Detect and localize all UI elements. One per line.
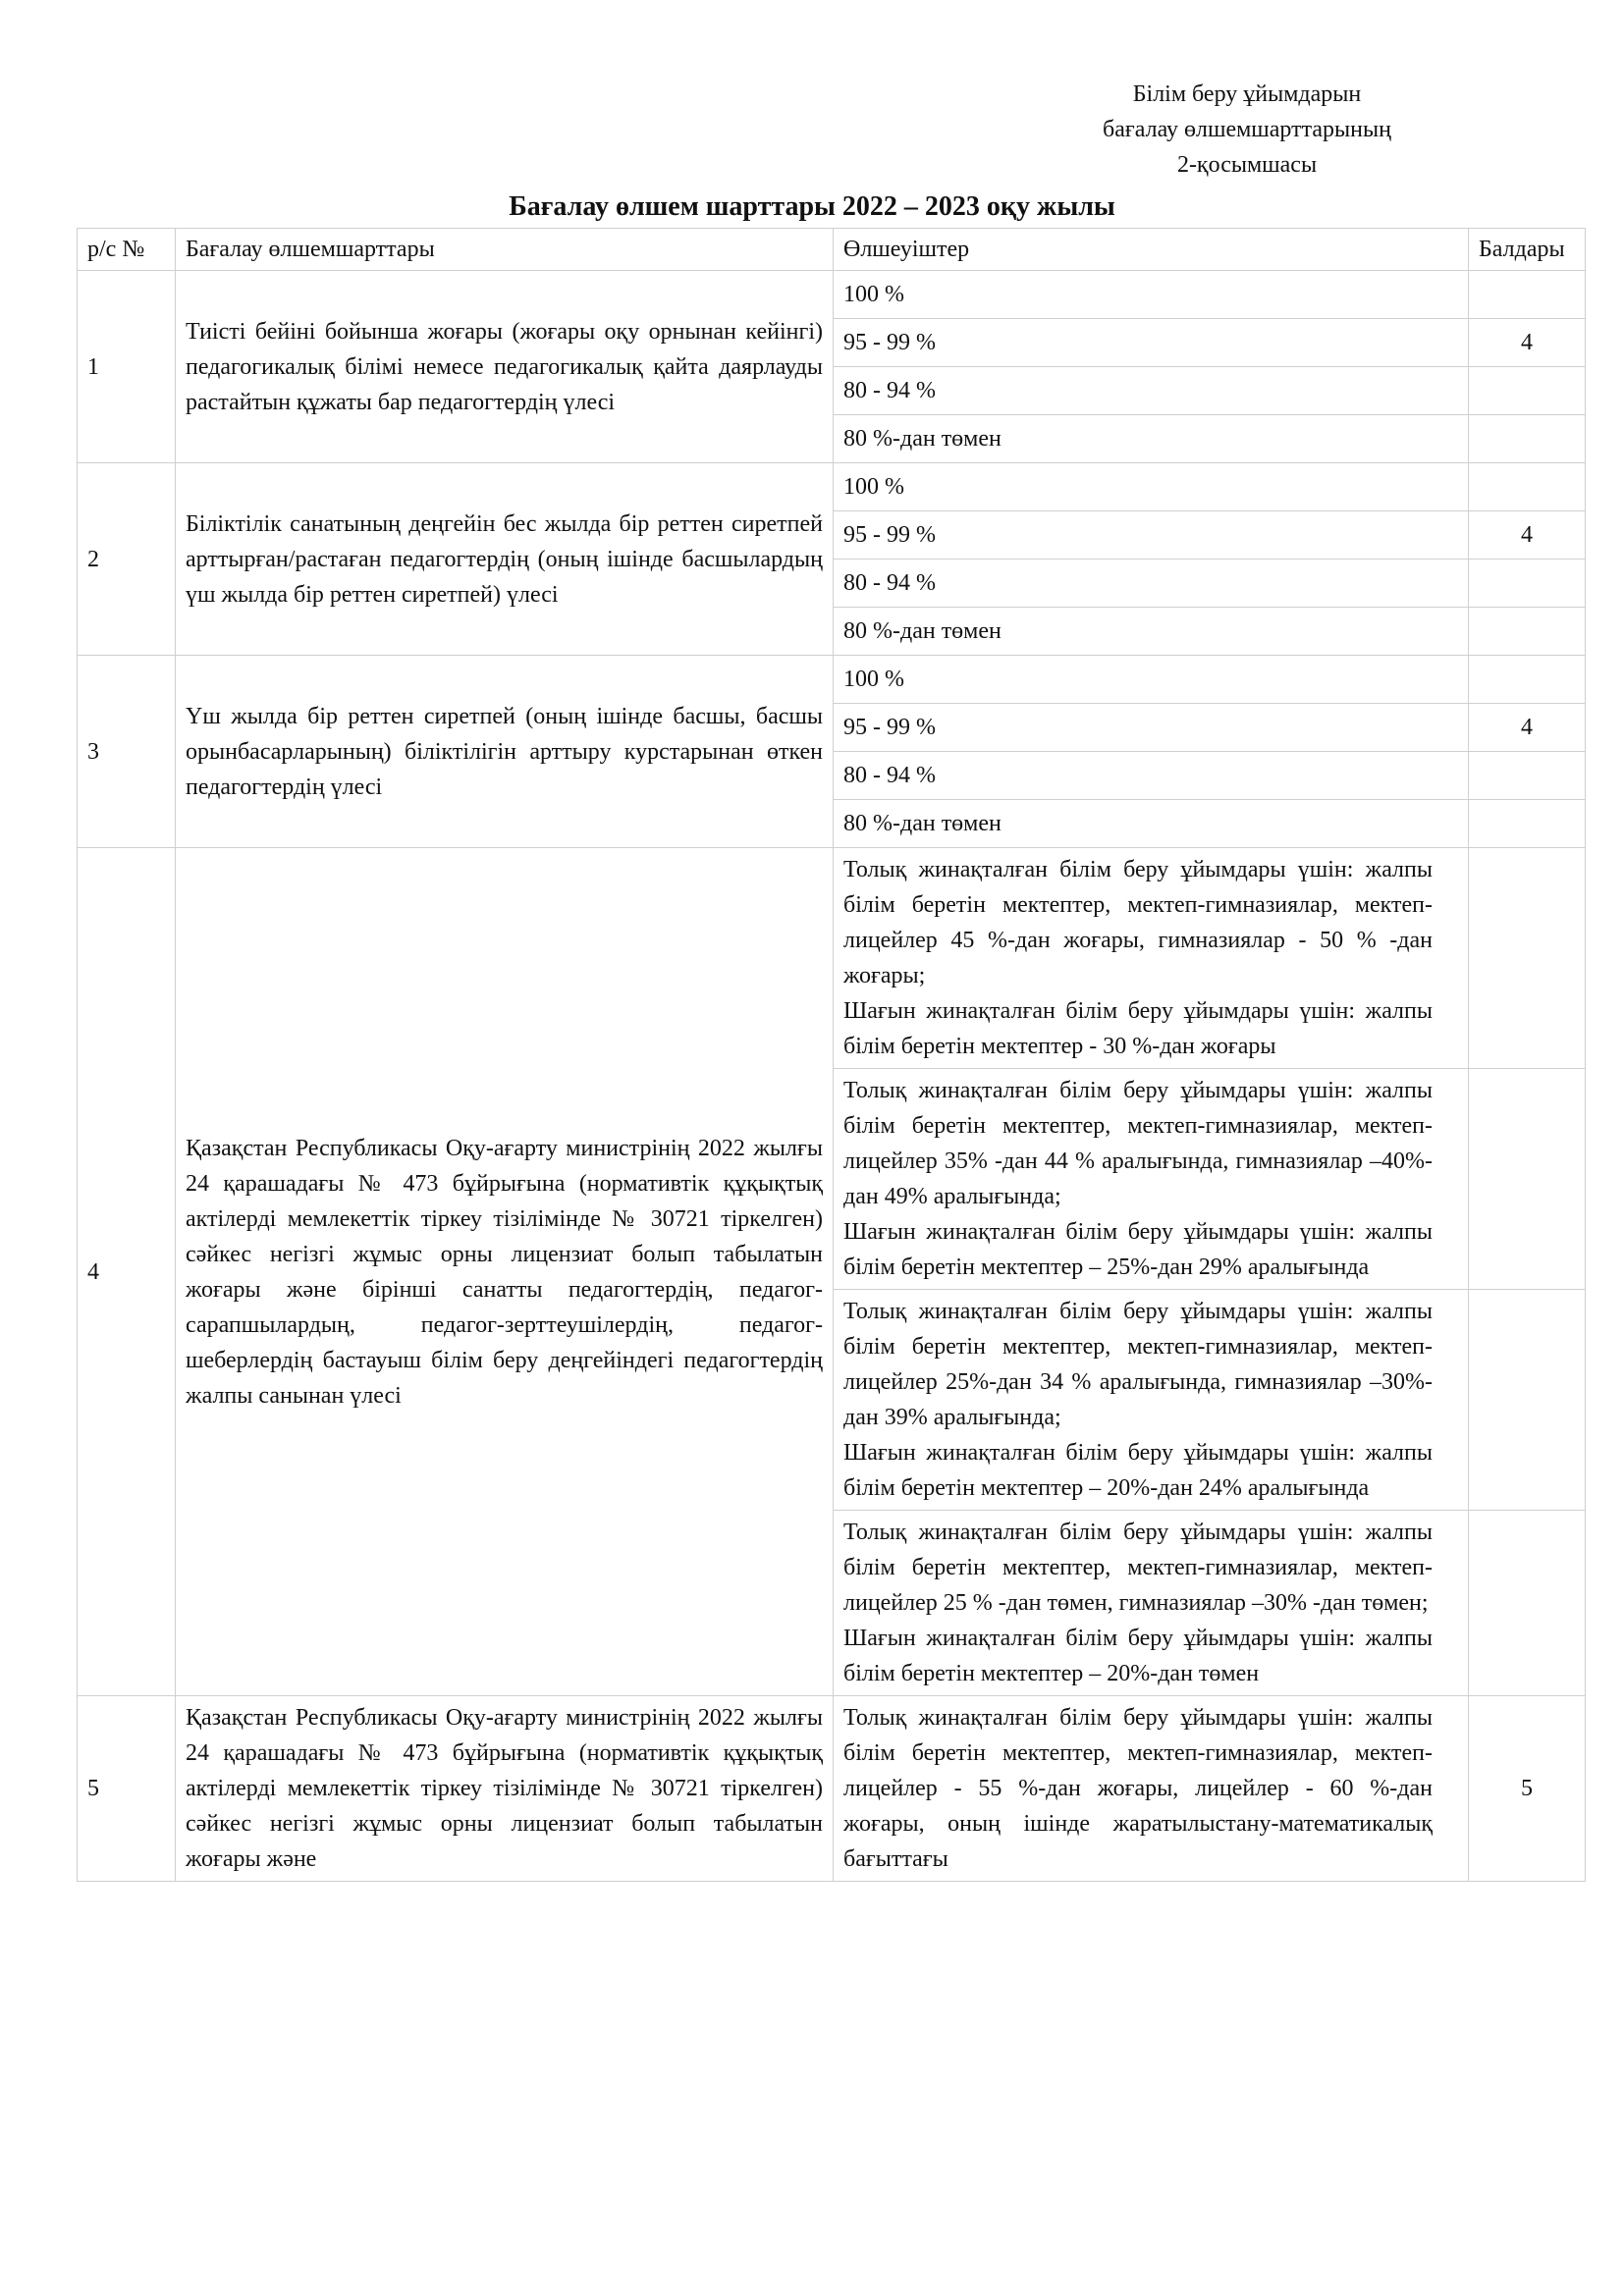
small-org-measure: Шағын жинақталған білім беру ұйымдары үшін: жалпы білім беретін мектептер – 20%-дан төмен <box>843 1626 1433 1686</box>
measure-cell <box>834 1511 1469 1696</box>
criterion-cell: Үш жылда бір реттен сиретпей (оның ішінде басшы, басшы орынбасарларының) біліктілігін арттыру курстарынан өткен педагогтердің үлесі <box>176 656 834 848</box>
header-num: р/с № <box>78 229 176 271</box>
appendix-note-line-3: 2-қосымшасы <box>1176 152 1318 178</box>
small-org-measure: Шағын жинақталған білім беру ұйымдары үшін: жалпы білім беретін мектептер – 20%-дан 24% аралығында <box>843 1440 1433 1501</box>
measure-cell: 95 - 99 % <box>834 704 1469 752</box>
small-org-measure: Шағын жинақталған білім беру ұйымдары үшін: жалпы білім беретін мектептер – 25%-дан 29% аралығында <box>843 1219 1433 1280</box>
measure-cell: 100 % <box>834 271 1469 319</box>
document-title: Бағалау өлшем шарттары 2022 – 2023 оқу жылы <box>509 191 1115 222</box>
header-measure: Өлшеуіштер <box>834 229 1469 271</box>
table-row <box>78 1696 1586 1882</box>
measure-cell: Толық жинақталған білім беру ұйымдары үшін: жалпы білім беретін мектептер, мектеп-гимназиялар, мектеп-лицейлер - 55 %-дан жоғары, лицейлер - 60 %-дан жоғары, оның ішінде жаратылыстану-математикалық бағыттағы <box>834 1696 1469 1882</box>
row-number: 4 <box>78 848 176 1696</box>
small-org-measure: Шағын жинақталған білім беру ұйымдары үшін: жалпы білім беретін мектептер - 30 %-дан жоғары <box>843 998 1433 1059</box>
criterion-cell: Қазақстан Республикасы Оқу-ағарту министрінің 2022 жылғы 24 қарашадағы № 473 бұйрығына (нормативтік құқықтық актілерді мемлекеттік тіркеу тізілімінде № 30721 тіркелген) сәйкес негізгі жұмыс орны лицензиат болып табылатын жоғары және <box>176 1696 834 1882</box>
row-number: 5 <box>78 1696 176 1882</box>
appendix-note-line-2: бағалау өлшемшарттарының <box>1103 117 1391 142</box>
measure-cell: 80 %-дан төмен <box>834 415 1469 463</box>
criteria-table <box>77 228 1586 1882</box>
measure-cell: 95 - 99 % <box>834 319 1469 367</box>
appendix-note-line-1: Білім беру ұйымдарын <box>1132 81 1362 107</box>
score-cell: 4 <box>1469 511 1586 560</box>
table-row <box>78 848 1586 1069</box>
measure-cell: 80 %-дан төмен <box>834 608 1469 656</box>
measure-cell: 100 % <box>834 463 1469 511</box>
score-cell <box>1469 415 1586 463</box>
score-cell <box>1469 848 1586 1069</box>
criterion-cell: Біліктілік санатының деңгейін бес жылда бір реттен сиретпей арттырған/растаған педагогтердің (оның ішінде басшылардың үш жылда бір реттен сиретпей) үлесі <box>176 463 834 656</box>
measure-cell: 95 - 99 % <box>834 511 1469 560</box>
row-number: 2 <box>78 463 176 656</box>
full-org-measure: Толық жинақталған білім беру ұйымдары үшін: жалпы білім беретін мектептер, мектеп-гимназиялар, мектеп-лицейлер 35% -дан 44 % аралығында, гимназиялар –40%- дан 49% аралығында; <box>843 1078 1433 1209</box>
score-cell <box>1469 560 1586 608</box>
table-row <box>78 463 1586 511</box>
score-cell <box>1469 752 1586 800</box>
score-cell: 4 <box>1469 319 1586 367</box>
criterion-cell: Тиісті бейіні бойынша жоғары (жоғары оқу орнынан кейінгі) педагогикалық білімі немесе педагогикалық қайта даярлауды растайтын құжаты бар педагогтердің үлесі <box>176 271 834 463</box>
score-cell <box>1469 367 1586 415</box>
table-header-row <box>78 229 1586 271</box>
score-cell: 4 <box>1469 704 1586 752</box>
score-cell <box>1469 1511 1586 1696</box>
measure-cell: 80 %-дан төмен <box>834 800 1469 848</box>
appendix-note <box>1021 77 1473 183</box>
score-cell <box>1469 800 1586 848</box>
header-criterion: Бағалау өлшемшарттары <box>176 229 834 271</box>
full-org-measure: Толық жинақталған білім беру ұйымдары үшін: жалпы білім беретін мектептер, мектеп-гимназиялар, мектеп-лицейлер 45 %-дан жоғары, гимназиялар - 50 % -дан жоғары; <box>843 857 1433 988</box>
measure-cell: 100 % <box>834 656 1469 704</box>
header-score: Балдары <box>1469 229 1586 271</box>
score-cell: 5 <box>1469 1696 1586 1882</box>
full-org-measure: Толық жинақталған білім беру ұйымдары үшін: жалпы білім беретін мектептер, мектеп-гимназиялар, мектеп-лицейлер 25 % -дан төмен, гимназиялар –30% -дан төмен; <box>843 1520 1433 1616</box>
score-cell <box>1469 656 1586 704</box>
row-number: 1 <box>78 271 176 463</box>
score-cell <box>1469 271 1586 319</box>
score-cell <box>1469 1069 1586 1290</box>
table-row <box>78 271 1586 319</box>
row-number: 3 <box>78 656 176 848</box>
score-cell <box>1469 608 1586 656</box>
measure-cell <box>834 1069 1469 1290</box>
table-row <box>78 656 1586 704</box>
score-cell <box>1469 463 1586 511</box>
full-org-measure: Толық жинақталған білім беру ұйымдары үшін: жалпы білім беретін мектептер, мектеп-гимназиялар, мектеп-лицейлер 25%-дан 34 % аралығында, гимназиялар –30%-дан 39% аралығында; <box>843 1299 1433 1430</box>
measure-cell: 80 - 94 % <box>834 752 1469 800</box>
measure-cell: 80 - 94 % <box>834 560 1469 608</box>
measure-cell: 80 - 94 % <box>834 367 1469 415</box>
criterion-cell: Қазақстан Республикасы Оқу-ағарту министрінің 2022 жылғы 24 қарашадағы № 473 бұйрығына (нормативтік құқықтық актілерді мемлекеттік тіркеу тізілімінде № 30721 тіркелген) сәйкес негізгі жұмыс орны лицензиат болып табылатын жоғары және бірінші санатты педагогтердің, педагог-сарапшылардың, педагог-зерттеушілердің, педагог-шеберлердің бастауыш білім беру деңгейіндегі педагогтердің жалпы санынан үлесі <box>176 848 834 1696</box>
measure-cell <box>834 1290 1469 1511</box>
measure-cell <box>834 848 1469 1069</box>
score-cell <box>1469 1290 1586 1511</box>
